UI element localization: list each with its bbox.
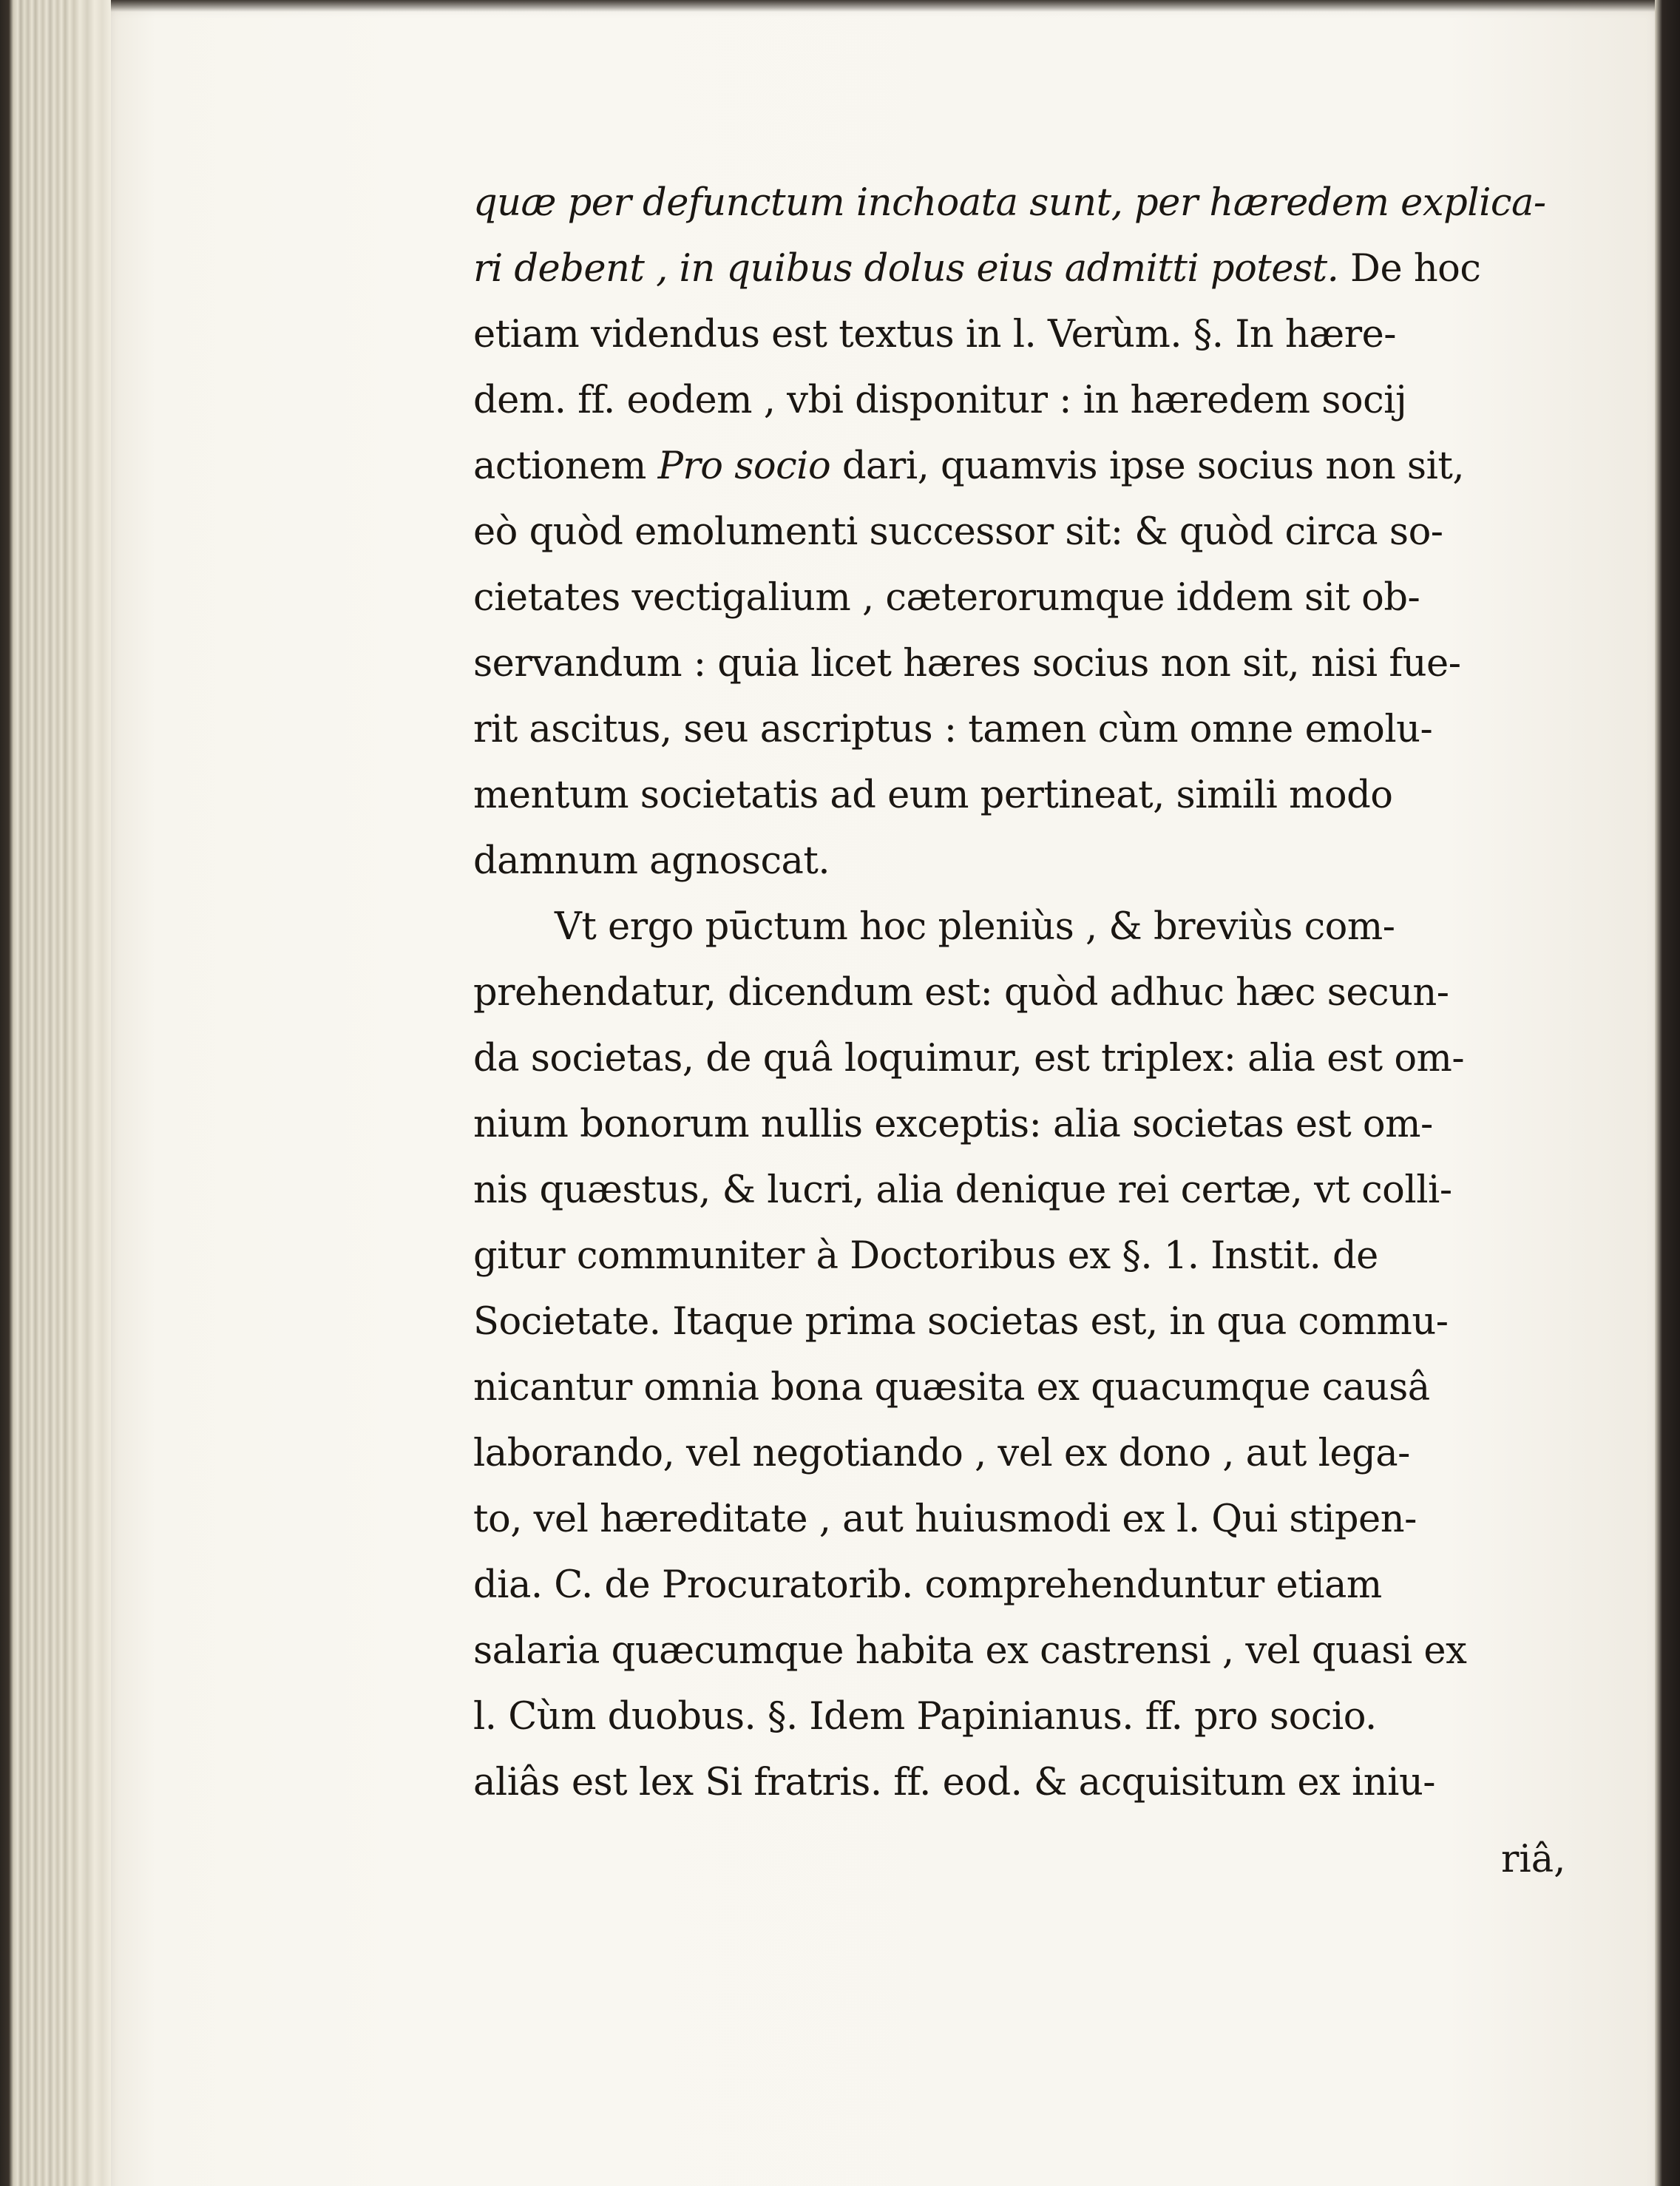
text-line: [473, 960, 1590, 1026]
body-text: [473, 170, 1590, 1816]
text-segment: dia. C. de Procuratorib. comprehenduntur etiam: [473, 1563, 1382, 1607]
text-line: [473, 697, 1590, 762]
text-segment: rit ascitus, seu ascriptus : tamen cùm omne emolu-: [473, 708, 1433, 751]
text-line: [473, 170, 1590, 236]
text-segment: Pro socio: [657, 444, 831, 488]
text-line: [473, 762, 1590, 828]
top-shadow: [111, 0, 1680, 12]
text-segment: nicantur omnia bona quæsita ex quacumque causâ: [473, 1366, 1430, 1410]
text-segment: salaria quæcumque habita ex castrensi , vel quasi ex: [473, 1629, 1467, 1673]
text-line: [473, 631, 1590, 697]
text-line: [473, 1618, 1590, 1684]
text-line: [473, 1552, 1590, 1618]
text-line: [473, 433, 1590, 499]
text-line: [473, 1750, 1590, 1816]
text-line: [473, 1289, 1590, 1355]
text-line: [473, 894, 1590, 960]
text-line: [473, 1684, 1590, 1750]
right-cover-edge: [1655, 0, 1680, 2186]
text-segment: etiam videndus est textus in l. Verùm. §. In hære-: [473, 313, 1397, 356]
text-segment: prehendatur, dicendum est: quòd adhuc hæc secun-: [473, 971, 1449, 1015]
text-segment: Societate. Itaque prima societas est, in qua commu-: [473, 1300, 1449, 1344]
text-line: [473, 1092, 1590, 1157]
text-line: [473, 1157, 1590, 1223]
text-segment: damnum agnoscat.: [473, 839, 830, 883]
text-segment: dem. ff. eodem , vbi disponitur : in hæredem socij: [473, 379, 1407, 422]
text-segment: nis quæstus, & lucri, alia denique rei certæ, vt colli-: [473, 1168, 1452, 1212]
text-segment: eò quòd emolumenti successor sit: & quòd circa so-: [473, 510, 1443, 554]
text-line: [473, 1026, 1590, 1092]
text-line: [473, 1486, 1590, 1552]
text-segment: gitur communiter à Doctoribus ex §. 1. Instit. de: [473, 1234, 1378, 1278]
catchword: riâ,: [1501, 1838, 1566, 1881]
text-segment: quæ per defunctum inchoata sunt, per hæredem explica-: [473, 181, 1546, 225]
text-line: [473, 1421, 1590, 1486]
text-line: [473, 1223, 1590, 1289]
text-segment: cietates vectigalium , cæterorumque iddem sit ob-: [473, 576, 1420, 620]
text-segment: mentum societatis ad eum pertineat, simili modo: [473, 774, 1393, 817]
text-segment: De hoc: [1338, 247, 1481, 291]
text-line: [473, 302, 1590, 368]
text-segment: ri debent , in quibus dolus eius admitti potest.: [473, 247, 1339, 291]
book-page-edges: [0, 0, 111, 2186]
text-segment: to, vel hæreditate , aut huiusmodi ex l. Qui stipen-: [473, 1498, 1417, 1541]
text-line: [473, 368, 1590, 433]
text-line: [473, 236, 1590, 302]
text-segment: actionem: [473, 444, 658, 488]
text-line: [473, 1355, 1590, 1421]
text-line: [473, 828, 1590, 894]
text-segment: l. Cùm duobus. §. Idem Papinianus. ff. pro socio.: [473, 1695, 1377, 1739]
text-segment: dari, quamvis ipse socius non sit,: [830, 444, 1465, 488]
text-segment: servandum : quia licet hæres socius non sit, nisi fue-: [473, 642, 1461, 686]
text-segment: aliâs est lex Si fratris. ff. eod. & acquisitum ex iniu-: [473, 1761, 1436, 1804]
text-line: [473, 499, 1590, 565]
text-segment: laborando, vel negotiando , vel ex dono , aut lega-: [473, 1432, 1410, 1475]
text-segment: nium bonorum nullis exceptis: alia societas est om-: [473, 1103, 1433, 1146]
text-line: [473, 565, 1590, 631]
text-segment: da societas, de quâ loquimur, est triplex: alia est om-: [473, 1037, 1465, 1080]
text-segment: Vt ergo pūctum hoc pleniùs , & breviùs com-: [555, 905, 1395, 949]
